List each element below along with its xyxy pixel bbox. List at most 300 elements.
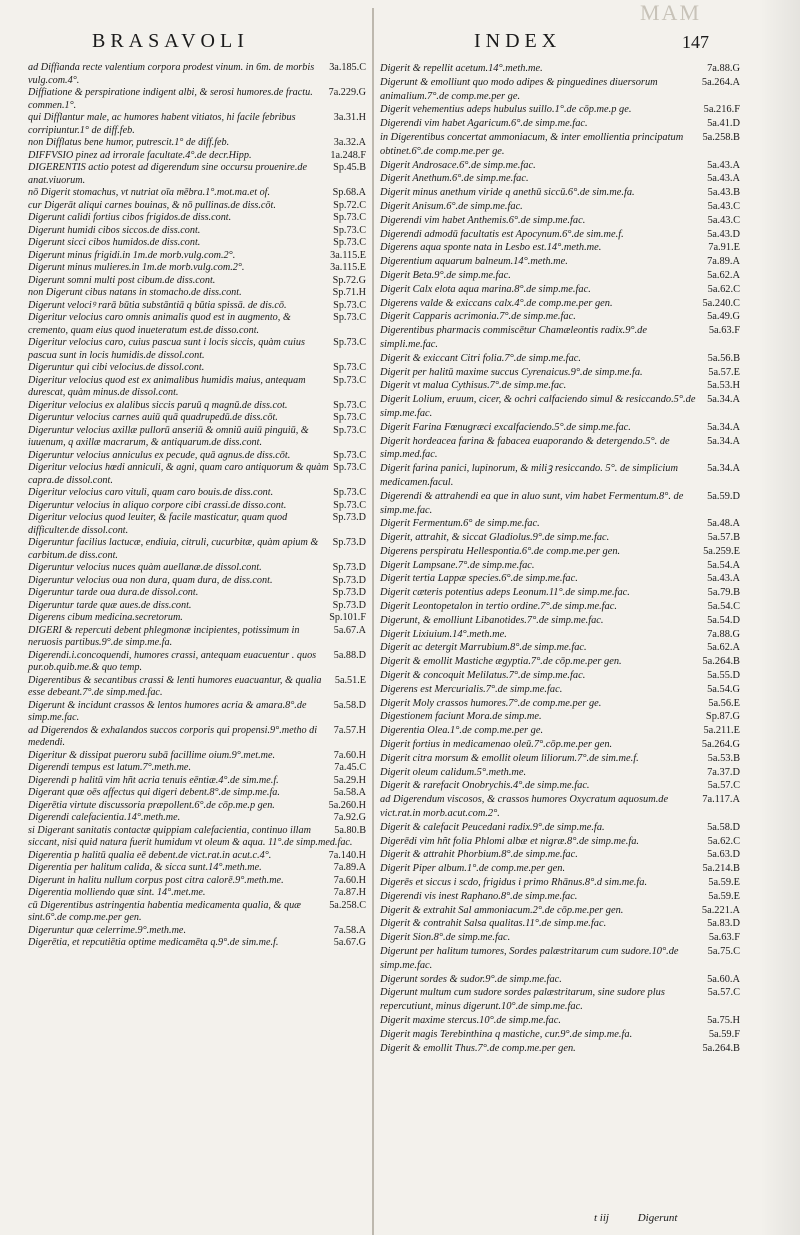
page-reference: Sp.73.C xyxy=(333,212,366,223)
page-reference: 5a.60.A xyxy=(707,973,740,985)
entry-text: Digerendi admodū facultatis est Apocynum.6°.de sim.me.f. xyxy=(380,228,624,240)
page-reference: 5a.62.A xyxy=(707,642,740,654)
page-reference: 5a.54.A xyxy=(707,559,740,571)
entry-text: Digerunt in halitu nullum corpus post citra calorē.9°.meth.me. xyxy=(28,874,284,886)
index-entry xyxy=(28,250,366,263)
page-reference: 5a.34.A xyxy=(707,394,740,406)
index-entry xyxy=(380,669,740,683)
entry-text: ad Digerendos & exhalandos succos corporis qui propensi.9°.metho di medendi. xyxy=(28,724,318,748)
entry-text: Digerentia p halitū qualia eē debent.de vict.rat.in acut.c.4°. xyxy=(28,849,272,861)
page-reference: 5a.264.G xyxy=(701,739,740,751)
index-entry xyxy=(380,904,740,918)
entry-text: Digerentibus & secantibus crassi & lenti humores euacuantur, & qualia esse debeant.7°.de simp.med.fac. xyxy=(28,674,322,698)
page-reference: 5a.221.A xyxy=(701,904,740,916)
index-entry xyxy=(380,214,740,228)
page-reference: 5a.56.B xyxy=(707,352,740,364)
page-reference: 5a.55.D xyxy=(707,670,740,682)
page-reference: 5a.51.E xyxy=(334,674,366,686)
index-entry xyxy=(380,931,740,945)
page-reference: 5a.54.G xyxy=(707,683,740,695)
index-entry xyxy=(380,200,740,214)
index-entry xyxy=(28,900,366,925)
page-reference: 5a.53.H xyxy=(707,380,740,392)
index-entry xyxy=(380,352,740,366)
page-reference: 7a.140.H xyxy=(328,849,366,861)
index-entry xyxy=(380,297,740,311)
page-reference: 7a.60.H xyxy=(333,749,366,761)
entry-text: Digerit farina panici, lupinorum, & miliꝫ resiccando. 5°. de simplicium medicamen.facul. xyxy=(380,463,678,488)
page-reference: 5a.63.D xyxy=(707,849,740,861)
page-reference: Sp.72.G xyxy=(332,274,366,286)
index-entry xyxy=(28,725,366,750)
page-reference: 5a.63.F xyxy=(708,325,740,337)
entry-text: Digerendi p halitū vim hñt acria tenuis eēntiæ.4°.de sim.me.f. xyxy=(28,774,279,786)
index-entry xyxy=(380,517,740,531)
index-entry xyxy=(28,112,366,137)
index-entry xyxy=(28,262,366,275)
page-reference: 5a.75.H xyxy=(707,1014,740,1026)
index-entry xyxy=(380,62,740,76)
page-reference: Sp.73.C xyxy=(333,462,366,473)
entry-text: Digerunt sicci cibos humidos.de diss.cont. xyxy=(28,237,201,248)
index-entry xyxy=(28,587,366,600)
index-entry xyxy=(380,241,740,255)
entry-text: non Difflatus bene humor, putrescit.1° de diff.feb. xyxy=(28,137,230,148)
index-entry xyxy=(28,275,366,288)
page-reference: Sp.73.D xyxy=(332,512,366,523)
left-index-column xyxy=(28,62,366,950)
entry-text: Digeruntur velocius nuces quàm auellanæ.de dissol.cont. xyxy=(28,562,262,573)
entry-text: Digerit Piper album.1°.de comp.me.per gen. xyxy=(380,863,566,875)
right-index-column xyxy=(380,62,740,1055)
index-entry xyxy=(28,187,366,200)
index-entry xyxy=(380,752,740,766)
page-reference: 7a.60.H xyxy=(333,874,366,886)
entry-text: Digerit & contrahit Salsa qualitas.11°.de simp.me.fac. xyxy=(380,918,607,930)
page-reference: Sp.73.C xyxy=(333,399,366,411)
entry-text: Digerens perspiratu Hellespontia.6°.de comp.me.per gen. xyxy=(380,545,621,557)
entry-text: Digerit Sion.8°.de simp.me.fac. xyxy=(380,932,511,944)
index-entry xyxy=(28,137,366,150)
page-reference: 5a.211.E xyxy=(703,725,740,737)
entry-text: Digeritur velocius quod est ex animalibus humidis maius, antequam durescat, quàm minus.de dissol.cont. xyxy=(28,374,306,398)
index-entry xyxy=(380,586,740,600)
index-entry xyxy=(28,937,366,950)
index-entry xyxy=(28,800,366,813)
index-entry xyxy=(380,531,740,545)
entry-text: Digerit cæteris potentius adeps Leonum.11°.de simp.me.fac. xyxy=(380,587,630,599)
page-reference: 5a.264.A xyxy=(701,76,740,88)
index-entry xyxy=(28,562,366,575)
index-entry xyxy=(380,683,740,697)
index-entry xyxy=(380,655,740,669)
page-reference: 5a.258.C xyxy=(329,899,366,911)
index-entry xyxy=(28,675,366,700)
entry-text: Digerens aqua sponte nata in Lesbo est.14°.meth.me. xyxy=(380,242,602,254)
page-reference: 5a.57.C xyxy=(707,780,740,792)
entry-text: Digerit vt malua Cythisus.7°.de simp.me.fac. xyxy=(380,380,567,392)
entry-text: Digerentium aquarum balneum.14°.meth.me. xyxy=(380,256,568,268)
entry-text: Digerit Androsace.6°.de simp.me.fac. xyxy=(380,159,536,171)
index-entry xyxy=(28,237,366,250)
page-reference: 5a.80.B xyxy=(334,824,366,836)
page-reference: 7a.92.G xyxy=(333,812,366,823)
index-entry xyxy=(380,255,740,269)
page-reference: Sp.73.C xyxy=(333,424,366,436)
page-reference: 5a.62.C xyxy=(707,835,740,847)
page-reference: 5a.43.A xyxy=(707,173,740,185)
entry-text: Digerit Capparis acrimonia.7°.de simp.me.fac. xyxy=(380,311,576,323)
page-reference: Sp.72.C xyxy=(333,199,366,211)
page-reference: 5a.88.D xyxy=(333,649,366,661)
entry-text: Digerit, attrahit, & siccat Gladiolus.9°.de simp.me.fac. xyxy=(380,532,610,544)
entry-text: Digeruntur velocius oua non dura, quam dura, de diss.cont. xyxy=(28,574,273,586)
page-reference: 5a.264.B xyxy=(702,1042,740,1054)
index-entry xyxy=(380,821,740,835)
index-entry xyxy=(380,379,740,393)
page-reference: 5a.43.C xyxy=(707,214,740,226)
page-reference: 7a.88.G xyxy=(707,628,740,640)
index-entry xyxy=(28,425,366,450)
page-reference: 5a.43.B xyxy=(707,187,740,199)
page-reference: 5a.67.G xyxy=(333,937,366,948)
index-entry xyxy=(380,421,740,435)
entry-text: Digeruntur quæ celerrime.9°.meth.me. xyxy=(28,924,186,936)
index-entry xyxy=(28,462,366,487)
entry-text: Digerit & calefacit Peucedani radix.9°.de simp.me.fa. xyxy=(380,821,605,833)
index-entry xyxy=(380,269,740,283)
index-entry xyxy=(28,375,366,400)
page-reference: 7a.37.D xyxy=(707,766,740,778)
index-entry xyxy=(380,103,740,117)
entry-text: Digeritur velocius caro, cuius pascua sunt i locis siccis, quàm cuius pascua sunt in locis humidis.de dissol.cont. xyxy=(28,337,305,361)
entry-text: Digerens cibum medicina.secretorum. xyxy=(28,612,183,623)
page-reference: 5a.258.B xyxy=(702,131,740,143)
index-entry xyxy=(28,362,366,375)
entry-text: Digerunt humidi cibos siccos.de diss.cont. xyxy=(28,224,201,236)
entry-text: Digerit & emollit Thus.7°.de comp.me.per gen. xyxy=(380,1042,576,1054)
catchword: Digerunt xyxy=(637,1212,678,1224)
index-entry xyxy=(380,1028,740,1042)
entry-text: Digerunt multum cum sudore sordes palæstritarum, sine sudore plus repercutiunt, minus digerunt.10°.de simp.me.fac. xyxy=(380,987,665,1013)
page-reference: 5a.214.B xyxy=(702,863,740,875)
index-entry xyxy=(380,283,740,297)
entry-text: Digerunt velociꝰ rarā būtia substāntiā q būtia spissā. de dis.cō. xyxy=(28,299,287,311)
entry-text: Digerens valde & exiccans calx.4°.de comp.me.per gen. xyxy=(380,297,613,309)
page-reference: 5a.59.E xyxy=(708,890,740,902)
entry-text: Digerit citra morsum & emollit oleum liliorum.7°.de sim.me.f. xyxy=(380,752,639,764)
page-reference: 5a.264.B xyxy=(702,656,740,668)
page-reference: Sp.73.C xyxy=(333,362,366,373)
page-reference: Sp.73.D xyxy=(332,562,366,573)
index-entry xyxy=(380,710,740,724)
index-entry xyxy=(28,162,366,187)
index-entry xyxy=(380,600,740,614)
entry-text: Digerendi vis inest Raphano.8°.de simp.me.fac. xyxy=(380,890,578,902)
entry-text: Digeruntur tarde oua dura.de dissol.cont. xyxy=(28,587,199,598)
index-entry xyxy=(28,887,366,900)
entry-text: Digerit Lixiuium.14°.meth.me. xyxy=(380,628,507,640)
entry-text: ad Digerendum viscosos, & crassos humores Oxycratum aquosum.de vict.rat.in morb.acut.com.2°. xyxy=(380,794,669,820)
index-entry xyxy=(380,572,740,586)
entry-text: Digerendi calefacientia.14°.meth.me. xyxy=(28,812,181,823)
entry-text: Digeruntur tarde quæ aues.de diss.cont. xyxy=(28,599,192,611)
entry-text: Digerit ac detergit Marrubium.8°.de simp.me.fac. xyxy=(380,642,587,654)
index-entry xyxy=(380,172,740,186)
entry-text: Digerit Anisum.6°.de simp.me.fac. xyxy=(380,200,523,212)
entry-text: Digerunt minus mulieres.in 1m.de morb.vulg.com.2°. xyxy=(28,262,245,273)
entry-text: Digerendi & attrahendi ea que in aluo sunt, vim habet Fermentum.8°. de simp.me.fac. xyxy=(380,490,684,516)
index-entry xyxy=(380,766,740,780)
entry-text: Digerit & exiccant Citri folia.7°.de simp.me.fac. xyxy=(380,352,581,364)
page-reference: Sp.73.D xyxy=(332,537,366,548)
page-reference: 5a.54.D xyxy=(707,614,740,626)
page-reference: 5a.62.C xyxy=(707,283,740,295)
entry-text: ad Diffianda recte valentium corpora prodest vinum. in 6m. de morbis vulg.com.4°. xyxy=(28,62,315,86)
index-entry xyxy=(28,487,366,500)
index-entry xyxy=(380,228,740,242)
entry-text: Digerentia molliendo quæ sint. 14°.met.me. xyxy=(28,887,206,898)
page-reference: 7a.87.H xyxy=(333,887,366,898)
index-entry xyxy=(28,862,366,875)
index-entry xyxy=(380,986,740,1014)
index-entry xyxy=(28,300,366,313)
page-reference: 5a.43.C xyxy=(707,200,740,212)
entry-text: Digerendi.i.concoquendi, humores crassi, antequam euacuentur . quos pur.ob.quib.me.& quo temp. xyxy=(28,649,317,673)
entry-text: Digerit Anethum.6°.de simp.me.fac. xyxy=(380,173,529,185)
entry-text: Digerunt minus frigidi.in 1m.de morb.vulg.com.2°. xyxy=(28,249,236,261)
page-reference: 5a.57.E xyxy=(708,366,740,378)
index-entry xyxy=(28,650,366,675)
entry-text: Digerentia Olea.1°.de comp.me.per ge. xyxy=(380,725,544,737)
page-reference: 7a.117.A xyxy=(702,794,740,806)
index-entry xyxy=(380,876,740,890)
index-entry xyxy=(380,131,740,159)
column-rule xyxy=(372,8,374,1235)
entry-text: Digerit minus anethum viride q anethū siccū.6°.de sim.me.fa. xyxy=(380,187,635,199)
entry-text: Digeruntur facilius lactucæ, endiuia, citruli, cucurbitæ, quàm apium & carbitum.de diss.cont. xyxy=(28,537,319,561)
entry-text: Digeritur velocius ex alalibus siccis paruū q magnū.de diss.cot. xyxy=(28,399,288,411)
entry-text: Digerit per halitū maxime succus Cyrenaicus.9°.de simp.me.fa. xyxy=(380,366,643,378)
entry-text: Digeruntur velocius in aliquo corpore cibi crassi.de disso.cont. xyxy=(28,499,287,511)
index-entry xyxy=(28,750,366,763)
index-entry xyxy=(380,835,740,849)
page-reference: 5a.75.C xyxy=(707,946,740,957)
index-entry xyxy=(380,628,740,642)
entry-text: Digerunt sordes & sudor.9°.de simp.me.fac. xyxy=(380,973,562,985)
page-reference: Sp.73.C xyxy=(333,312,366,323)
page-reference: 7a.45.C xyxy=(334,762,366,773)
entry-text: Digerunt, & emolliunt Libanotides.7°.de simp.me.fac. xyxy=(380,614,604,626)
index-entry xyxy=(28,212,366,225)
index-entry xyxy=(28,225,366,238)
index-entry xyxy=(380,545,740,559)
entry-text: Digerant quæ oēs affectus qui digeri debent.8°.de simp.me.fa. xyxy=(28,787,280,798)
page-reference: Sp.73.C xyxy=(333,499,366,511)
page-reference: Sp.87.G xyxy=(705,711,740,723)
index-entry xyxy=(380,117,740,131)
entry-text: si Digerant sanitatis contactæ quippiam calefacientia, continuo illam siccant, nisi quid natura fuerit humidum vt oleum & aqua. 11°.de simp.med.fac. xyxy=(28,824,353,848)
entry-text: Digeritur velocius caro omnis animalis quod est in augmento, & cremento, quam eius quod inueteratum est.de disso.cont. xyxy=(28,312,291,336)
page-reference: 5a.57.B xyxy=(707,532,740,544)
page-reference: 3a.185.C xyxy=(329,62,366,73)
index-entry xyxy=(28,700,366,725)
index-entry xyxy=(28,925,366,938)
entry-text: in Digerentibus concertat ammoniacum, & inter emollientia principatum obtinet.6°.de comp.me.per ge. xyxy=(380,131,684,157)
entry-text: Digerunt somni multi post cibum.de diss.cont. xyxy=(28,274,216,286)
running-head-right: INDEX xyxy=(474,30,562,52)
page-number: 147 xyxy=(682,32,709,52)
index-entry xyxy=(28,287,366,300)
page-reference: 5a.43.A xyxy=(707,159,740,171)
entry-text: Digerit Beta.9°.de simp.me.fac. xyxy=(380,269,511,281)
page-reference: 3a.32.A xyxy=(333,137,366,148)
entry-text: Digerit & repellit acetum.14°.meth.me. xyxy=(380,63,543,74)
index-entry xyxy=(380,159,740,173)
page-reference: 5a.43.D xyxy=(707,228,740,240)
entry-text: cur Digerāt aliqui carnes bouinas, & nō pullinas.de diss.cōt. xyxy=(28,199,276,211)
index-entry xyxy=(28,62,366,87)
entry-text: nō Digerit stomachus, vt nutriat oīa mēbra.1°.mot.ma.et of. xyxy=(28,187,271,198)
page-reference: 7a.229.G xyxy=(328,87,366,98)
index-entry xyxy=(28,850,366,863)
index-entry xyxy=(380,1014,740,1028)
index-entry xyxy=(380,462,740,490)
entry-text: Digeruntur velocius axillæ pullorū anseriū & omniū auiū pinguiū, & iuuenum, q axillæ macrarum, & antiquarum.de diss.cont. xyxy=(28,424,309,448)
entry-text: Digeruntur qui cibi velocius.de dissol.cont. xyxy=(28,362,205,373)
entry-text: Digerētia virtute discussoria præpollent.6°.de cōp.me.p gen. xyxy=(28,799,275,811)
entry-text: Digeritur velocius hœdi anniculi, & agni, quam caro antiquorum & quàm capra.de dissol.cont. xyxy=(28,462,329,486)
page-reference: 3a.115.E xyxy=(330,262,366,273)
page-reference: 5a.49.G xyxy=(707,311,740,323)
index-entry xyxy=(28,762,366,775)
entry-text: Digerit Fermentum.6° de simp.me.fac. xyxy=(380,518,540,530)
index-entry xyxy=(28,400,366,413)
entry-text: Digerit Lolium, eruum, cicer, & ochri calfaciendo simul & resiccando.5°.de simp.me.fac. xyxy=(380,394,696,419)
page-reference: 7a.58.A xyxy=(333,924,366,936)
entry-text: DIGERI & repercuti debent phlegmonæ incipientes, potissimum in neruosis partibus.9°.de simp.me.fa. xyxy=(28,624,300,648)
index-entry xyxy=(28,312,366,337)
entry-text: DIFFVSIO pinez ad irrorale facultate.4°.de decr.Hipp. xyxy=(28,149,252,161)
index-entry xyxy=(28,412,366,425)
index-entry xyxy=(380,76,740,104)
page-reference: Sp.73.C xyxy=(333,224,366,236)
running-head-left: BRASAVOLI xyxy=(92,30,249,52)
page-reference: 5a.53.B xyxy=(707,752,740,764)
page-reference: 5a.41.D xyxy=(707,118,740,130)
entry-text: Digerēs et siccus i scdo, frigidus i primo Rhānus.8°.d sim.me.fa. xyxy=(380,877,648,889)
entry-text: Digerit hordeacea farina & fabacea euaporando & detergendo.5°. de simp.med.fac. xyxy=(380,435,670,461)
page-reference: Sp.73.D xyxy=(332,574,366,586)
page-reference: 5a.57.C xyxy=(707,987,740,999)
index-entry xyxy=(28,200,366,213)
index-entry xyxy=(380,366,740,380)
page-reference: 5a.59.E xyxy=(708,877,740,889)
index-entry xyxy=(28,337,366,362)
index-entry xyxy=(28,787,366,800)
entry-text: Digerens est Mercurialis.7°.de simp.me.fac. xyxy=(380,683,563,695)
page-reference: 5a.79.B xyxy=(707,587,740,599)
page-reference: 5a.83.D xyxy=(707,918,740,930)
index-entry xyxy=(380,324,740,352)
entry-text: Digerētia, et repcutiētia optime medicamēta q.9°.de sim.me.f. xyxy=(28,937,279,948)
index-entry xyxy=(380,435,740,463)
page-reference: 7a.89.A xyxy=(333,862,366,873)
entry-text: Digerit maxime stercus.10°.de simp.me.fac. xyxy=(380,1014,561,1026)
page-reference: 5a.59.D xyxy=(707,490,740,502)
page-reference: 5a.59.F xyxy=(708,1028,740,1040)
page-reference: Sp.73.D xyxy=(332,587,366,598)
index-entry xyxy=(380,393,740,421)
page-reference: Sp.45.B xyxy=(333,162,366,173)
entry-text: Digeritur velocius caro vituli, quam caro bouis.de diss.cont. xyxy=(28,487,274,498)
index-entry xyxy=(28,512,366,537)
page-reference: 7a.89.A xyxy=(707,256,740,268)
entry-text: Digeruntur velocius anniculus ex pecude, quā agnus.de diss.cōt. xyxy=(28,449,291,461)
index-entry xyxy=(28,812,366,825)
index-entry xyxy=(380,862,740,876)
entry-text: Digeritur velocius quod leuiter, & facile masticatur, quam quod difficulter.de dissol.cont. xyxy=(28,512,288,536)
entry-text: Digerēdi vim hñt folia Phlomi albæ et nigræ.8°.de simp.me.fa. xyxy=(380,835,639,847)
page-reference: 7a.91.E xyxy=(708,242,740,254)
index-entry xyxy=(380,848,740,862)
index-entry xyxy=(380,793,740,821)
page-reference: Sp.73.C xyxy=(333,487,366,498)
index-entry xyxy=(28,775,366,788)
entry-text: Digerendi vim habet Agaricum.6°.de simp.me.fac. xyxy=(380,118,588,130)
entry-text: Digestionem faciunt Mora.de simp.me. xyxy=(380,711,542,723)
entry-text: Digerit oleum calidum.5°.meth.me. xyxy=(380,766,527,778)
entry-text: Digerit Calx elota aqua marina.8°.de simp.me.fac. xyxy=(380,283,591,295)
page-reference: 5a.58.D xyxy=(707,821,740,833)
index-entry xyxy=(28,87,366,112)
entry-text: qui Difflantur male, ac humores habent vitiatos, hi facile febribus corripiuntur.1° de diff.feb. xyxy=(28,112,296,136)
page-reference: 5a.63.F xyxy=(708,932,740,944)
page-reference: 7a.57.H xyxy=(333,724,366,736)
index-entry xyxy=(28,450,366,463)
page-reference: Sp.73.C xyxy=(333,412,366,423)
page-reference: Sp.101.F xyxy=(329,612,366,623)
page-reference: 5a.54.C xyxy=(707,601,740,613)
page-reference: 3a.115.E xyxy=(330,249,366,261)
entry-text: Digerunt calidi fortius cibos frigidos.de diss.cont. xyxy=(28,212,232,223)
entry-text: Digerunt & incidunt crassos & lentos humores acria & amara.8°.de simp.me.fac. xyxy=(28,699,307,723)
index-entry xyxy=(380,917,740,931)
page-edge-shadow xyxy=(760,0,800,1235)
page-reference: 5a.34.A xyxy=(707,421,740,433)
index-entry xyxy=(380,186,740,200)
entry-text: Digerunt & emolliunt quo modo adipes & pinguedines diuersorum animalium.7°.de comp.me.per ge. xyxy=(380,76,658,102)
entry-text: Digeruntur velocius carnes auiū quā quadrupedū.de diss.cōt. xyxy=(28,412,278,423)
index-entry xyxy=(380,641,740,655)
page-reference: 1a.248.F xyxy=(330,149,366,161)
index-entry xyxy=(28,875,366,888)
page-reference: Sp.73.C xyxy=(333,237,366,248)
page-reference: Sp.73.D xyxy=(332,599,366,611)
index-entry xyxy=(28,600,366,613)
page-reference: Sp.73.C xyxy=(333,299,366,311)
page-reference: 5a.29.H xyxy=(333,774,366,786)
footer-catch xyxy=(594,1212,677,1224)
page-reference: 5a.240.C xyxy=(702,297,740,309)
entry-text: DIGERENTIS actio potest ad digerendum sine occursu prouenire.de anat.viuorum. xyxy=(28,162,307,186)
entry-text: Diffiatione & perspiratione indigent albi, & serosi humores.de fractu. commen.1°. xyxy=(28,87,313,111)
page-reference: 5a.67.A xyxy=(333,624,366,636)
entry-text: Digerit & emollit Mastiche ægyptia.7°.de cōp.me.per gen. xyxy=(380,656,622,668)
page-reference: 5a.34.A xyxy=(707,435,740,447)
index-entry xyxy=(28,612,366,625)
entry-text: Digerit Leontopetalon in tertio ordine.7°.de simp.me.fac. xyxy=(380,601,617,613)
